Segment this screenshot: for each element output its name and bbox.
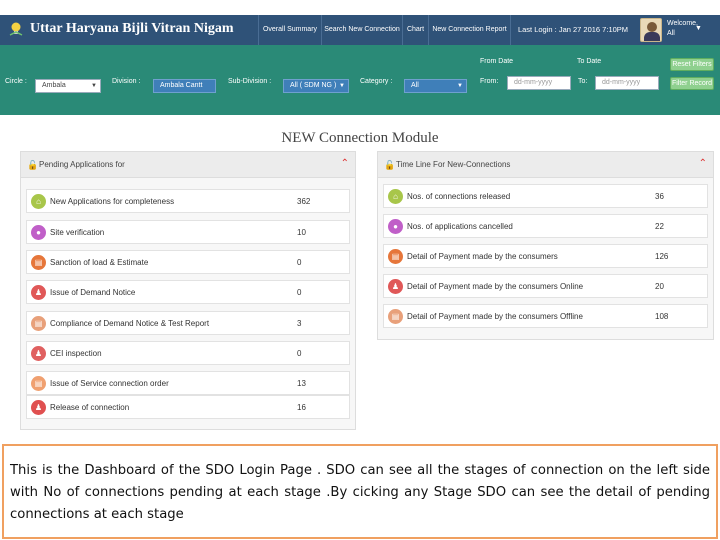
pending-panel-title: Pending Applications for <box>39 160 125 169</box>
user-icon: ♟ <box>31 346 46 361</box>
list-item-label: Nos. of connections released <box>407 192 511 201</box>
list-item-label: Compliance of Demand Notice & Test Report <box>50 319 210 328</box>
document-icon: ▤ <box>388 309 403 324</box>
user-icon: ♟ <box>31 400 46 415</box>
list-item-count: 362 <box>297 197 311 206</box>
list-item[interactable] <box>383 184 708 208</box>
list-item-label: Detail of Payment made by the consumers Offline <box>407 312 583 321</box>
chevron-down-icon: ▼ <box>695 25 702 32</box>
document-icon: ▤ <box>31 376 46 391</box>
list-item-label: Sanction of load & Estimate <box>50 258 149 267</box>
dropdown-arrow-icon: ▼ <box>339 83 345 89</box>
timeline-panel-title: Time Line For New-Connections <box>396 160 511 169</box>
list-item-count: 20 <box>655 282 664 291</box>
filter-record-button[interactable]: Filter Record <box>670 77 714 90</box>
circle-value: Ambala <box>42 82 66 89</box>
last-login-info: Last Login : Jan 27 2016 7:10PM <box>510 15 635 45</box>
list-item-label: Detail of Payment made by the consumers <box>407 252 558 261</box>
chevron-up-icon[interactable]: ⌃ <box>698 158 707 169</box>
list-item[interactable] <box>26 395 350 419</box>
list-item-count: 22 <box>655 222 664 231</box>
circle-select[interactable] <box>35 79 101 93</box>
pending-applications-panel <box>20 151 356 430</box>
list-item-label: Detail of Payment made by the consumers Online <box>407 282 584 291</box>
category-label: Category : <box>360 78 393 85</box>
division-label: Division : <box>112 78 141 85</box>
caption-text: This is the Dashboard of the SDO Login Page . SDO can see all the stages of connection on the left side with No of connections pending at each stage .By cicking any Stage SDO can see the detail of pending connections at each stage <box>2 444 718 539</box>
chevron-up-icon[interactable]: ⌃ <box>340 158 349 169</box>
bulb-logo-icon <box>8 21 24 37</box>
list-item-count: 36 <box>655 192 664 201</box>
list-item[interactable] <box>26 371 350 395</box>
list-item[interactable] <box>26 220 350 244</box>
list-item-count: 16 <box>297 403 306 412</box>
to-date-input[interactable]: dd-mm-yyyy <box>595 76 659 90</box>
from-date-input[interactable]: dd-mm-yyyy <box>507 76 571 90</box>
list-item[interactable] <box>383 274 708 298</box>
home-icon: ⌂ <box>388 189 403 204</box>
list-item[interactable] <box>383 304 708 328</box>
division-value: Ambala Cantt <box>160 82 203 89</box>
list-item-label: Site verification <box>50 228 105 237</box>
list-item[interactable] <box>26 189 350 213</box>
list-item-count: 108 <box>655 312 669 321</box>
dropdown-arrow-icon: ▼ <box>457 83 463 89</box>
list-item-count: 3 <box>297 319 302 328</box>
welcome-text: Welcome, <box>667 20 698 27</box>
user-menu[interactable] <box>667 19 702 39</box>
filter-bar <box>0 45 720 115</box>
from-date-label: From Date <box>480 58 514 65</box>
list-item-count: 126 <box>655 252 669 261</box>
user-name: All <box>667 30 675 37</box>
lock-icon: 🔓 <box>384 160 396 170</box>
subdivision-select[interactable] <box>283 79 349 93</box>
location-icon: ● <box>388 219 403 234</box>
category-select[interactable] <box>404 79 467 93</box>
list-item-count: 10 <box>297 228 306 237</box>
nav-new-connection-report[interactable]: New Connection Report <box>428 15 510 45</box>
list-item-label: Release of connection <box>50 403 130 412</box>
pending-panel-header[interactable] <box>21 152 355 178</box>
list-item-label: Issue of Service connection order <box>50 379 169 388</box>
nav-overall-summary[interactable]: Overall Summary <box>258 15 321 45</box>
top-navbar <box>0 15 720 45</box>
list-item[interactable] <box>26 280 350 304</box>
list-item-count: 13 <box>297 379 306 388</box>
reset-filters-button[interactable]: Reset Filters <box>670 58 714 71</box>
list-item-count: 0 <box>297 288 302 297</box>
list-item-label: Issue of Demand Notice <box>50 288 136 297</box>
user-icon: ♟ <box>31 285 46 300</box>
subdivision-value: All ( SDM NG ) <box>290 82 337 89</box>
location-icon: ● <box>31 225 46 240</box>
list-item[interactable] <box>383 214 708 238</box>
list-item[interactable] <box>26 250 350 274</box>
list-item-count: 0 <box>297 349 302 358</box>
nav-search-new-connection[interactable]: Search New Connection <box>321 15 402 45</box>
user-icon: ♟ <box>388 279 403 294</box>
from-label: From: <box>480 78 499 85</box>
to-label: To: <box>578 78 588 85</box>
list-item-label: CEI inspection <box>50 349 102 358</box>
dropdown-arrow-icon: ▼ <box>91 83 97 89</box>
division-select[interactable] <box>153 79 216 93</box>
app-title: Uttar Haryana Bijli Vitran Nigam <box>30 21 234 36</box>
list-item[interactable] <box>26 341 350 365</box>
to-date-label: To Date <box>577 58 602 65</box>
page-title: NEW Connection Module <box>281 130 439 146</box>
circle-label: Circle : <box>5 78 27 85</box>
document-icon: ▤ <box>388 249 403 264</box>
user-avatar[interactable] <box>640 18 662 42</box>
home-icon: ⌂ <box>31 194 46 209</box>
list-item-count: 0 <box>297 258 302 267</box>
document-icon: ▤ <box>31 255 46 270</box>
timeline-panel <box>377 151 714 340</box>
lock-icon: 🔓 <box>27 160 39 170</box>
nav-chart[interactable]: Chart <box>402 15 428 45</box>
list-item-label: Nos. of applications cancelled <box>407 222 513 231</box>
list-item[interactable] <box>383 244 708 268</box>
list-item-label: New Applications for completeness <box>50 197 175 206</box>
category-value: All <box>411 82 419 89</box>
list-item[interactable] <box>26 311 350 335</box>
subdivision-label: Sub-Division : <box>228 78 272 85</box>
document-icon: ▤ <box>31 316 46 331</box>
timeline-panel-header[interactable] <box>378 152 713 178</box>
